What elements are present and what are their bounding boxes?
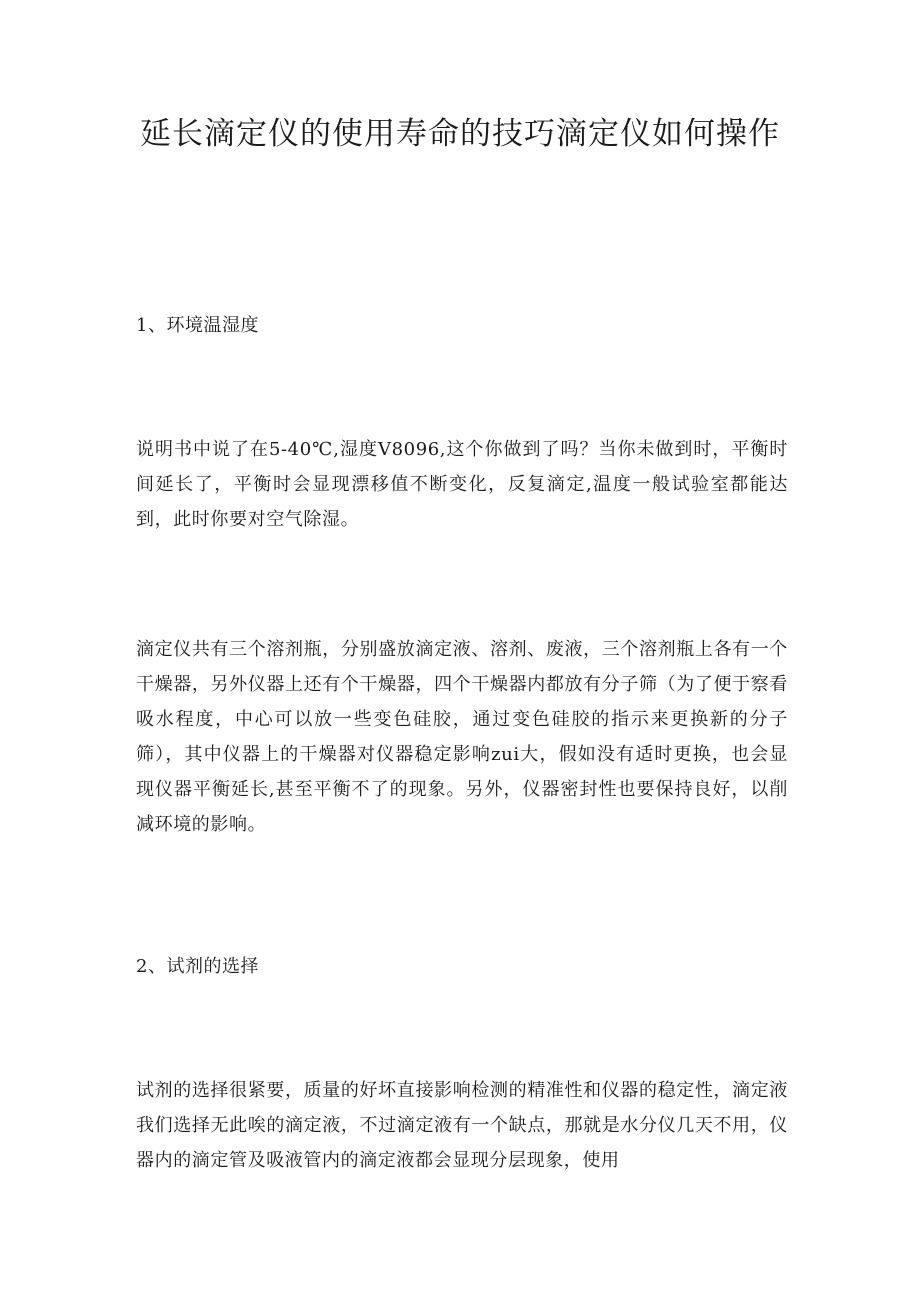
section-heading-reagents: 2、试剂的选择: [136, 956, 259, 977]
paragraph-desiccators: 滴定仪共有三个溶剂瓶，分别盛放滴定液、溶剂、废液，三个溶剂瓶上各有一个干燥器，另外仪器上还有个干燥器，四个干燥器内都放有分子筛（为了便于察看吸水程度，中心可以放一些变色硅胶，通过变色硅胶的指示来更换新的分子筛），其中仪器上的干燥器对仪器稳定影响zui大，假如没有适时更换，也会显现仪器平衡延长,甚至平衡不了的现象。另外，仪器密封性也要保持良好，以削减环境的影响。: [136, 639, 788, 835]
paragraph-reagent-selection: 试剂的选择很紧要，质量的好坏直接影响检测的精准性和仪器的稳定性，滴定液我们选择无此唉的滴定液，不过滴定液有一个缺点，那就是水分仪几天不用，仪器内的滴定管及吸液管内的滴定液都会显现分层现象，使用: [136, 1080, 788, 1171]
paragraph-temperature-humidity: 说明书中说了在5-40℃,湿度V8096,这个你做到了吗？当你未做到时，平衡时间延长了，平衡时会显现漂移值不断变化，反复滴定,温度一般试验室都能达到，此时你要对空气除湿。: [136, 439, 788, 530]
section-heading-environment: 1、环境温湿度: [136, 315, 259, 336]
document-title: 延长滴定仪的使用寿命的技巧滴定仪如何操作: [140, 116, 780, 152]
